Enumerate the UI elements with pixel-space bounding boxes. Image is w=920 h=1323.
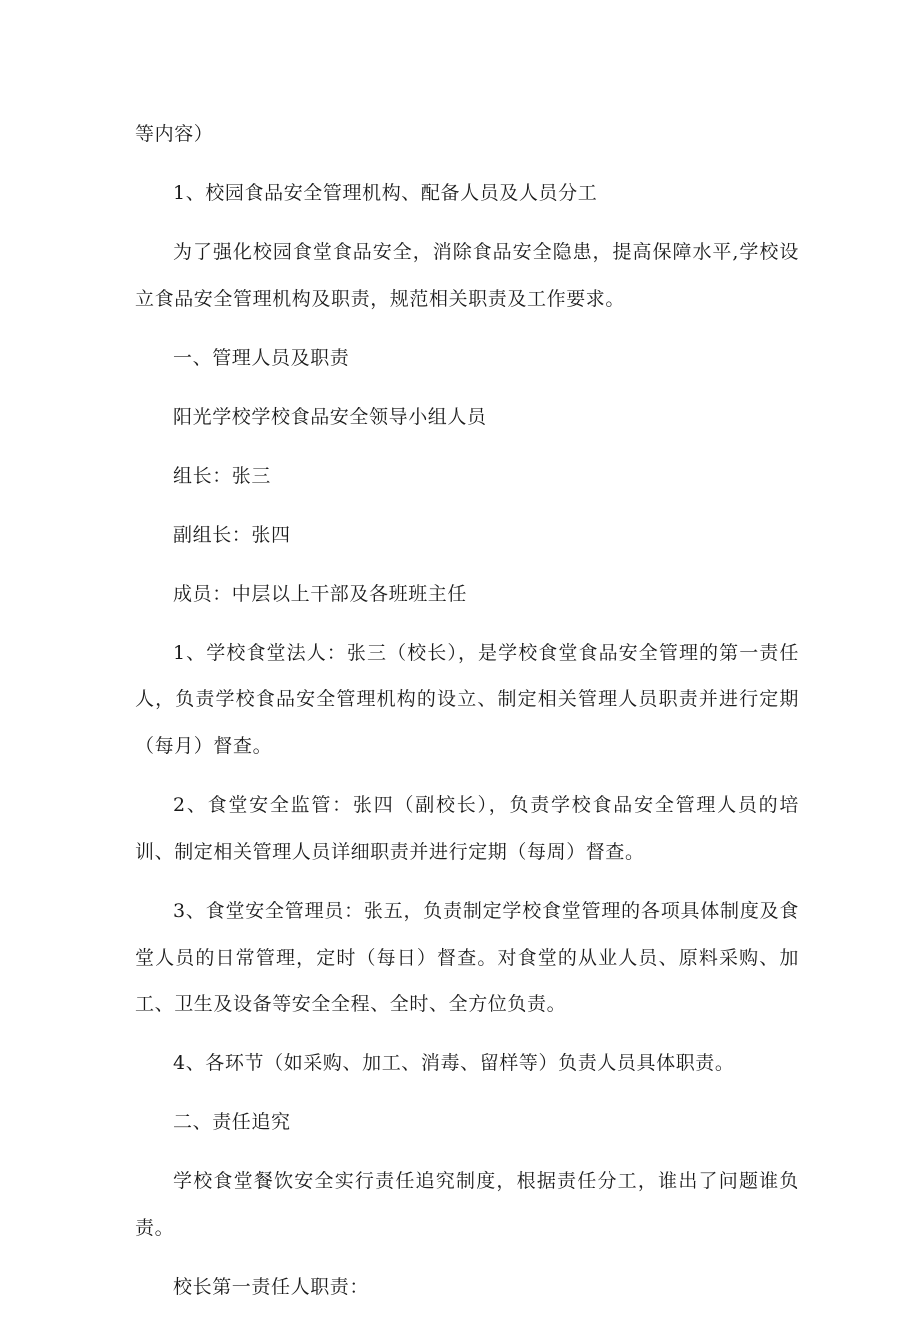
paragraph-10: 2、食堂安全监管：张四（副校长），负责学校食品安全管理人员的培训、制定相关管理人员详细职责并进行定期（每周）督查。 [135,794,799,863]
paragraph-5: 阳光学校学校食品安全领导小组人员 [173,405,487,428]
paragraph-9: 1、学校食堂法人：张三（校长），是学校食堂食品安全管理的第一责任人，负责学校食品安全管理机构的设立、制定相关管理人员职责并进行定期（每月）督查。 [135,641,799,758]
paragraph-13: 二、责任追究 [173,1111,291,1134]
paragraph-7: 副组长：张四 [173,523,291,546]
paragraph-12: 4、各环节（如采购、加工、消毒、留样等）负责人员具体职责。 [173,1052,735,1075]
paragraph-8: 成员：中层以上干部及各班班主任 [173,582,468,605]
paragraph-14: 学校食堂餐饮安全实行责任追究制度，根据责任分工，谁出了问题谁负责。 [135,1170,799,1239]
document-body [135,111,799,1323]
paragraph-11: 3、食堂安全管理员：张五，负责制定学校食堂管理的各项具体制度及食堂人员的日常管理，定时（每日）督查。对食堂的从业人员、原料采购、加工、卫生及设备等安全全程、全时、全方位负责。 [135,899,799,1016]
paragraph-1: 等内容） [135,123,214,145]
paragraph-3: 为了强化校园食堂食品安全，消除食品安全隐患，提高保障水平,学校设立食品安全管理机构及职责，规范相关职责及工作要求。 [135,241,799,310]
paragraph-4: 一、管理人员及职责 [173,346,350,369]
paragraph-15: 校长第一责任人职责： [173,1275,370,1298]
paragraph-6: 组长：张三 [173,464,272,487]
paragraph-2: 1、校园食品安全管理机构、配备人员及人员分工 [173,182,598,204]
